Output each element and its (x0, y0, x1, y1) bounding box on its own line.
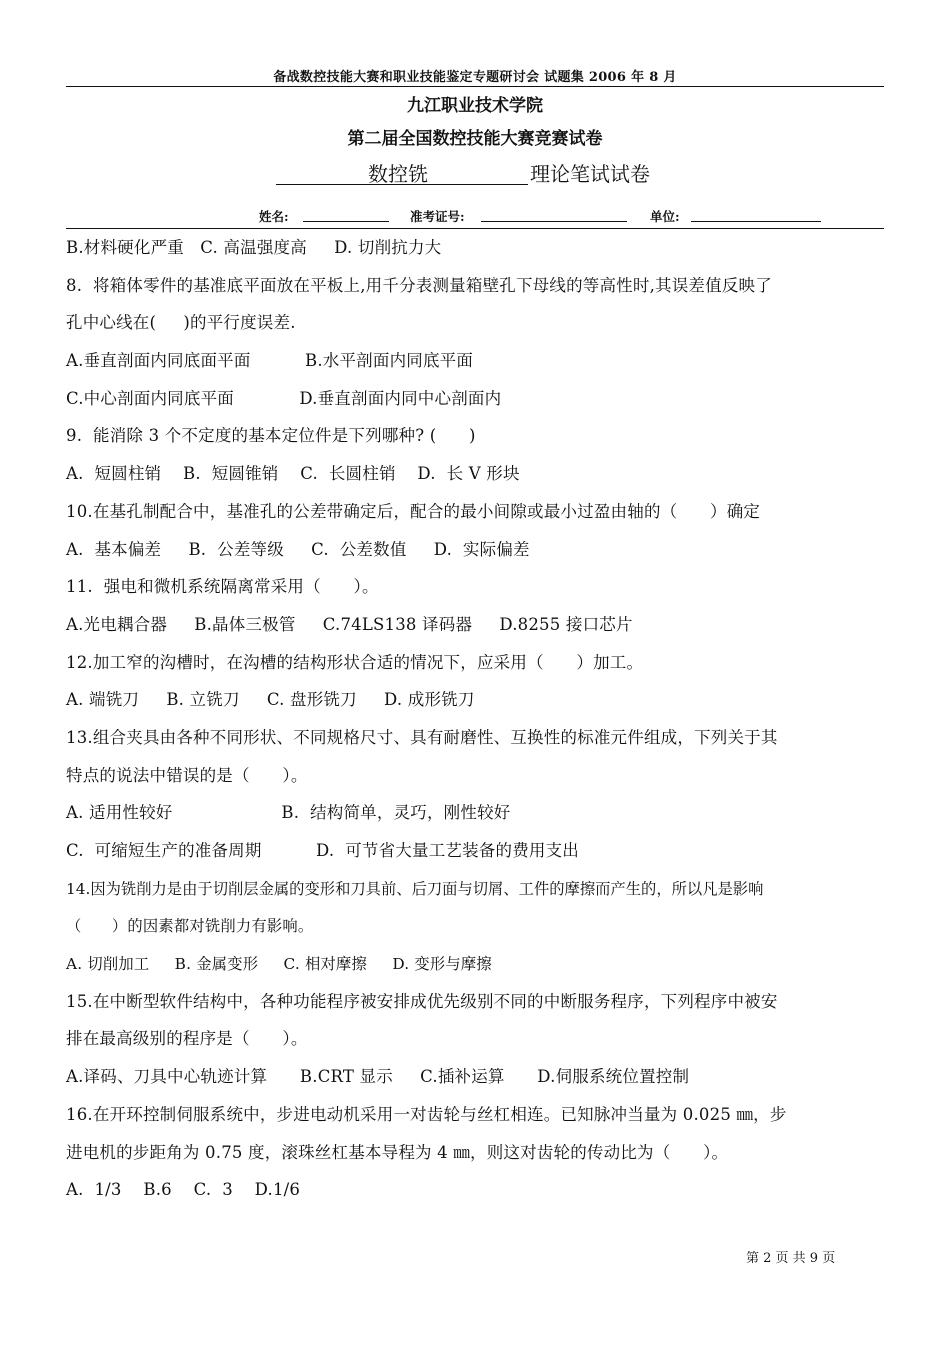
top-header: 备战数控技能大赛和职业技能鉴定专题研讨会 试题集 2006 年 8 月 (273, 70, 677, 85)
text-line: 10.在基孔制配合中，基准孔的公差带确定后，配合的最小间隙或最小过盈由轴的（ ）确定 (66, 501, 761, 521)
exam-title: 理论笔试试卷 (530, 162, 650, 186)
text-line: 13.组合夹具由各种不同形状、不同规格尺寸、具有耐磨性、互换性的标准元件组成，下列关于其 (66, 727, 778, 747)
text-line: B.材料硬化严重 C. 高温强度高 D. 切削抗力大 (66, 238, 442, 257)
text-line: A. 短圆柱销 B. 短圆锥销 C. 长圆柱销 D. 长 V 形块 (66, 464, 520, 484)
text-line: （ ）的因素都对铣削力有影响。 (66, 917, 314, 936)
page-footer: 第 2 页 共 9 页 (746, 1251, 836, 1266)
ticket-blank[interactable] (481, 221, 627, 222)
text-line: 11. 强电和微机系统隔离常采用（ ）。 (66, 577, 379, 597)
text-line: 16.在开环控制伺服系统中，步进电动机采用一对齿轮与丝杠相连。已知脉冲当量为 0.025 ㎜，步 (66, 1104, 787, 1124)
unit-label: 单位: (650, 209, 680, 224)
text-line: A. 1/3 B.6 C. 3 D.1/6 (66, 1180, 301, 1200)
text-line: 特点的说法中错误的是（ ）。 (66, 765, 308, 785)
name-label: 姓名: (259, 209, 289, 224)
exam-category: 数控铣 (368, 162, 428, 186)
text-line: 14.因为铣削力是由于切削层金属的变形和刀具前、后刀面与切屑、工件的摩擦而产生的，所以凡是影响 (66, 879, 764, 898)
text-line: 排在最高级别的程序是（ ）。 (66, 1029, 308, 1049)
text-line: 12.加工窄的沟槽时，在沟槽的结构形状合适的情况下，应采用（ ）加工。 (66, 652, 644, 672)
candidate-info-row (0, 207, 950, 227)
info-rule (66, 228, 884, 229)
unit-blank[interactable] (691, 221, 821, 222)
text-line: A.译码、刀具中心轨迹计算 B.CRT 显示 C.插补运算 D.伺服系统位置控制 (66, 1067, 690, 1087)
name-blank[interactable] (303, 221, 389, 222)
text-line: C.中心剖面内同底平面 D.垂直剖面内同中心剖面内 (66, 388, 502, 408)
text-line: 9. 能消除 3 个不定度的基本定位件是下列哪种? ( ) (66, 426, 476, 446)
text-line: 孔中心线在( )的平行度误差. (66, 313, 296, 333)
contest-title: 第二届全国数控技能大赛竞赛试卷 (347, 129, 603, 149)
exam-title-line (276, 158, 716, 188)
ticket-label: 准考证号: (410, 209, 465, 224)
text-line: A. 端铣刀 B. 立铣刀 C. 盘形铣刀 D. 成形铣刀 (66, 690, 475, 710)
text-line: A. 基本偏差 B. 公差等级 C. 公差数值 D. 实际偏差 (66, 539, 530, 559)
exam-category-blank (276, 158, 528, 185)
text-line: 进电机的步距角为 0.75 度，滚珠丝杠基本导程为 4 ㎜，则这对齿轮的传动比为（ ）。 (66, 1142, 729, 1162)
text-line: C. 可缩短生产的准备周期 D. 可节省大量工艺装备的费用支出 (66, 841, 579, 860)
school-name: 九江职业技术学院 (407, 96, 543, 116)
text-line: 15.在中断型软件结构中，各种功能程序被安排成优先级别不同的中断服务程序，下列程序中被安 (66, 991, 778, 1011)
text-line: A. 切削加工 B. 金属变形 C. 相对摩擦 D. 变形与摩擦 (66, 955, 492, 974)
text-line: 8. 将箱体零件的基准底平面放在平板上,用千分表测量箱壁孔下母线的等高性时,其误差值反映了 (66, 275, 772, 295)
text-line: A.光电耦合器 B.晶体三极管 C.74LS138 译码器 D.8255 接口芯片 (66, 614, 633, 634)
text-line: A.垂直剖面内同底面平面 B.水平剖面内同底平面 (66, 351, 474, 371)
question-content (66, 233, 886, 1213)
text-line: A. 适用性较好 B. 结构简单，灵巧，刚性较好 (66, 803, 511, 823)
header-rule (66, 86, 884, 87)
